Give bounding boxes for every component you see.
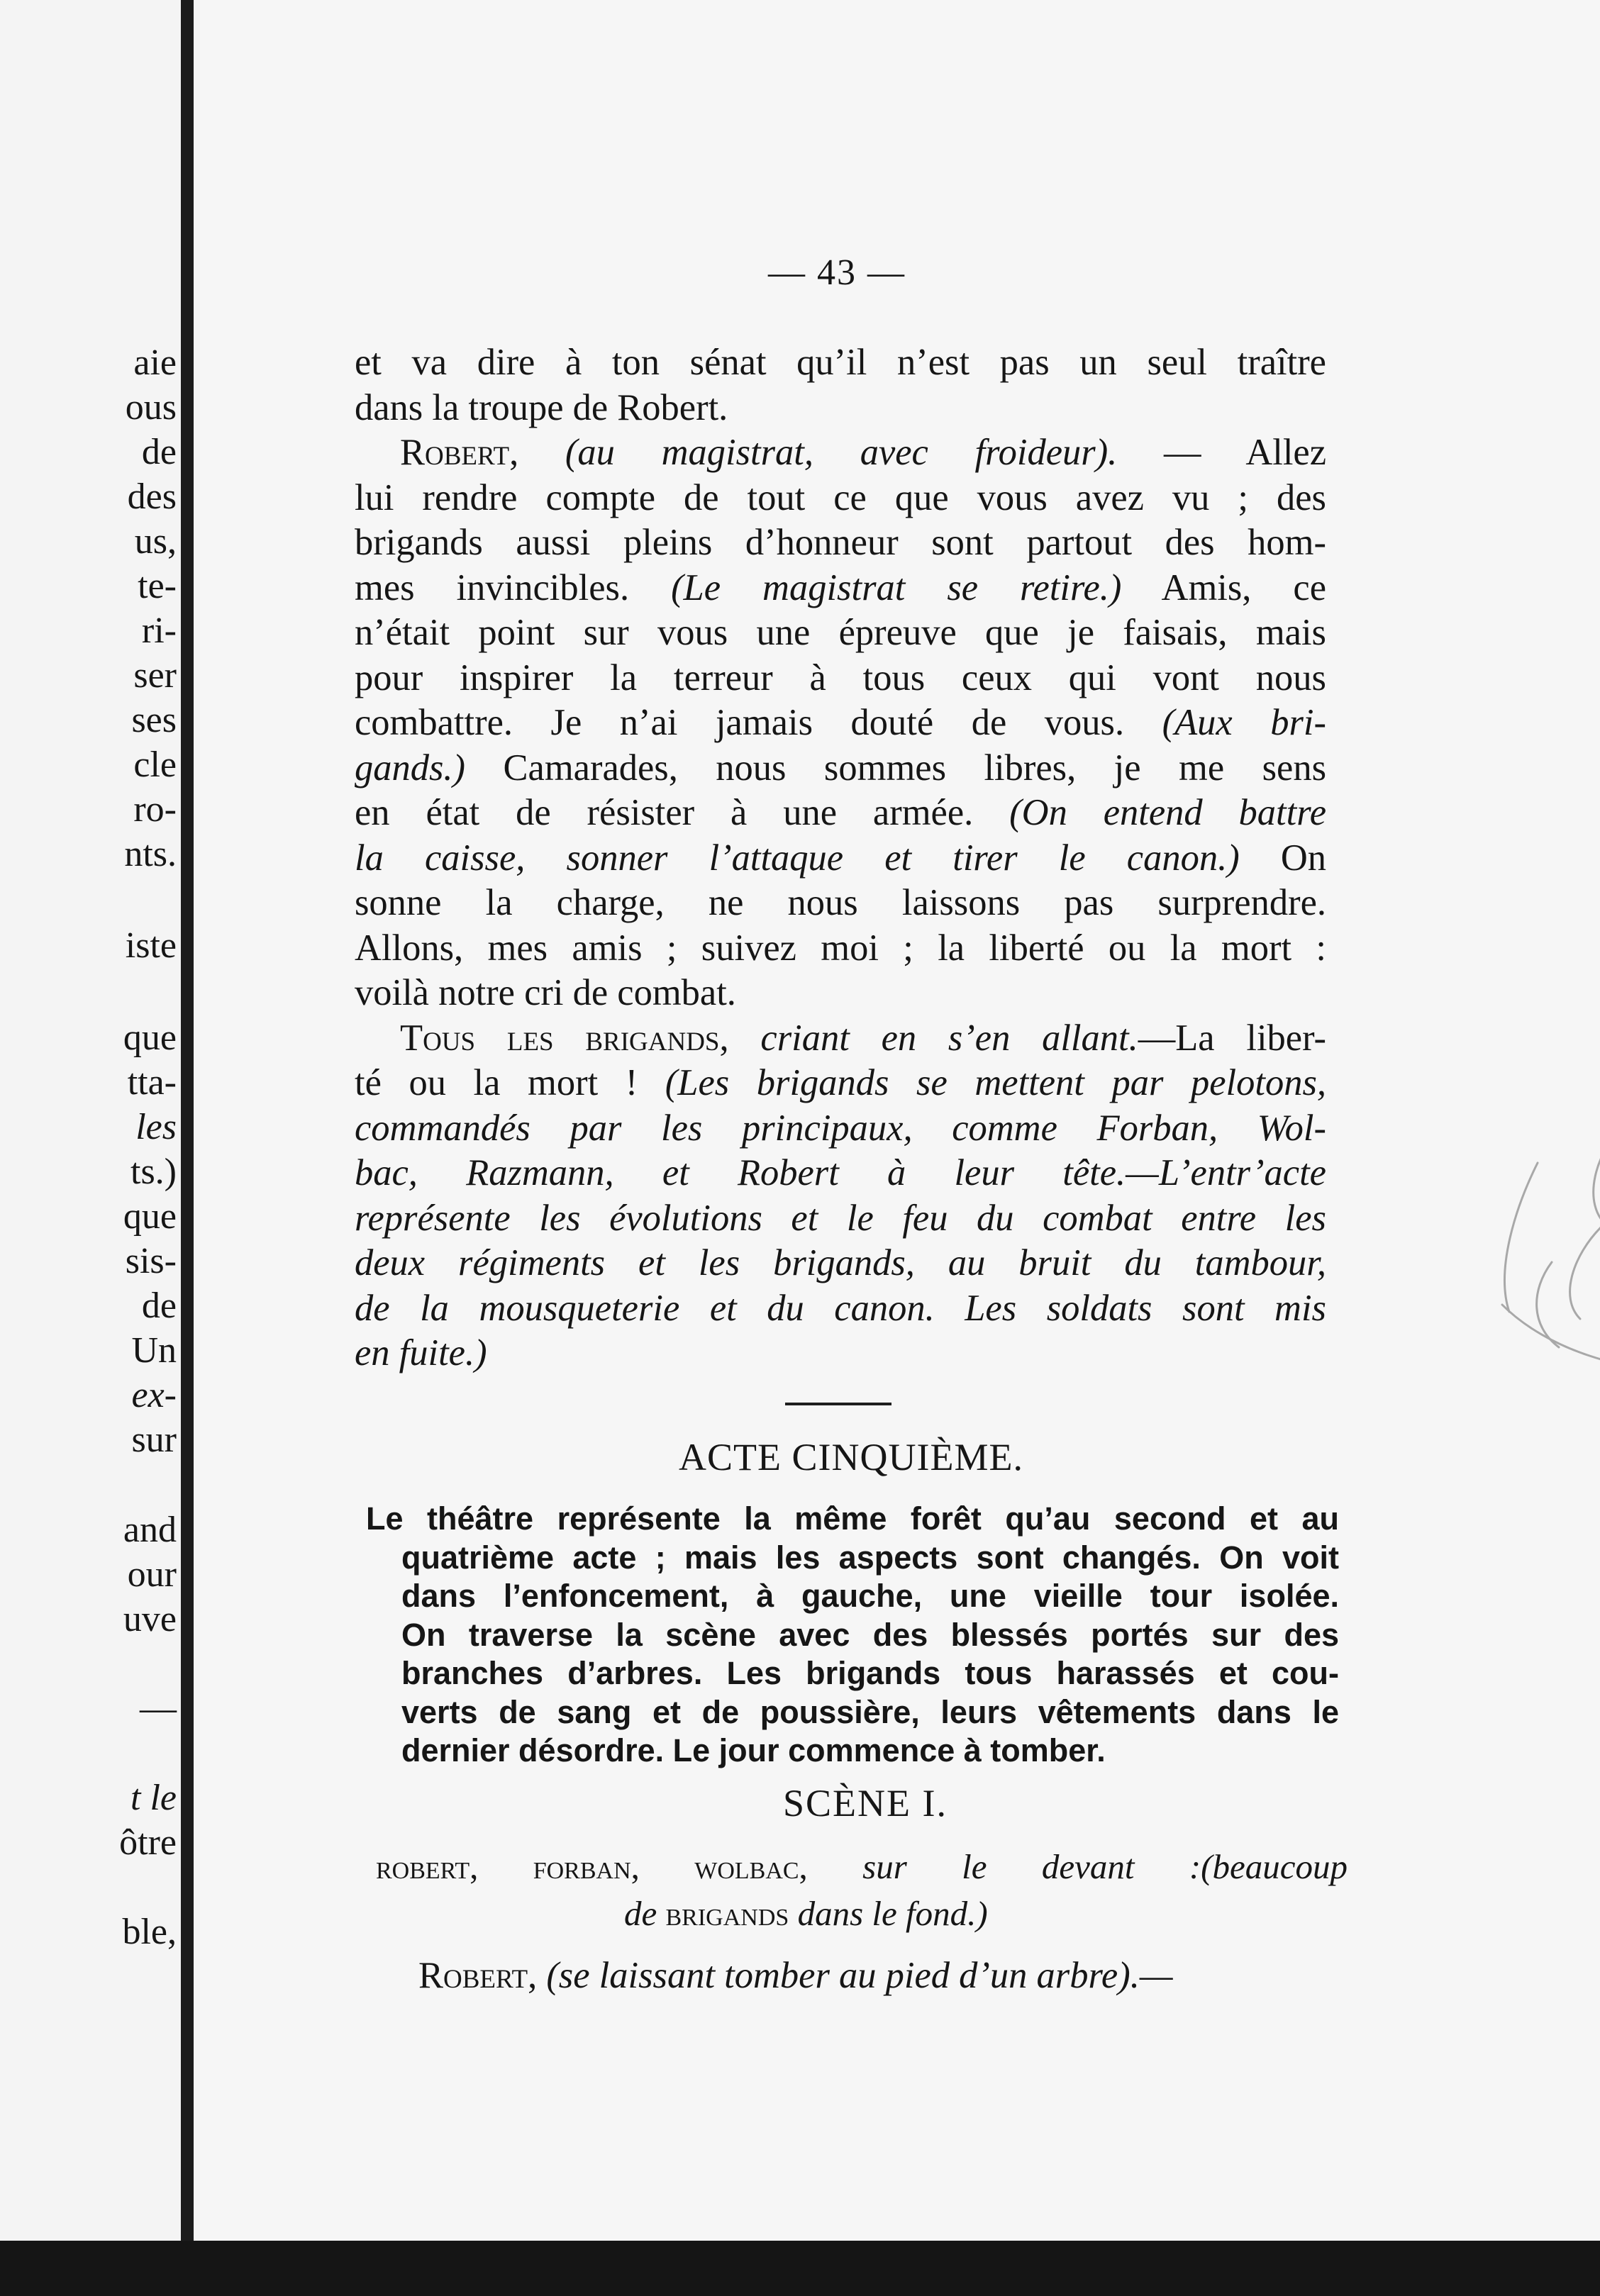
left-page-fragment: ri- xyxy=(141,611,177,651)
text-line: pour inspirer la terreur à tous ceux qui vont nous xyxy=(355,657,1326,698)
text-span: mes invincibles. xyxy=(355,567,630,608)
text-line: représente les évolutions et le feu du combat entre les xyxy=(355,1197,1326,1239)
stage-note: la caisse, sonner l’attaque et tirer le canon.) xyxy=(355,837,1240,879)
left-page-fragment: t le xyxy=(130,1778,177,1818)
left-page-fragment: tta- xyxy=(127,1062,177,1103)
scan-bottom-border xyxy=(0,2241,1600,2296)
text-span: — Allez xyxy=(1164,432,1327,473)
left-page-fragment: sis- xyxy=(125,1241,177,1281)
left-page-fragment: uve xyxy=(123,1599,177,1639)
stage-line: dans l’enfoncement, à gauche, une vieille tour isolée. xyxy=(401,1578,1339,1614)
left-page-fragment: ro- xyxy=(133,789,177,830)
book-gutter xyxy=(181,0,194,2241)
left-page-fragment: les xyxy=(135,1107,177,1147)
stage-line: Le théâtre représente la même forêt qu’au second et au xyxy=(366,1500,1339,1537)
act-heading: ACTE CINQUIÈME. xyxy=(679,1436,1023,1478)
stage-note: (Les brigands se mettent par pelotons, xyxy=(665,1062,1326,1103)
stage-note: (Le magistrat se retire.) xyxy=(671,567,1122,608)
stage-line: quatrième acte ; mais les aspects sont changés. On voit xyxy=(401,1539,1339,1576)
stage-line: branches d’arbres. Les brigands tous harassés et cou- xyxy=(401,1655,1339,1691)
text-line: Allons, mes amis ; suivez moi ; la liberté ou la mort : xyxy=(355,927,1326,969)
text-line: lui rendre compte de tout ce que vous avez vu ; des xyxy=(355,477,1326,518)
text-line: voilà notre cri de combat. xyxy=(355,972,736,1013)
left-page-fragment: — xyxy=(140,1688,177,1729)
left-page-fragment: que xyxy=(123,1018,177,1058)
left-page-fragment: ex- xyxy=(131,1375,177,1415)
left-page-fragment: de xyxy=(141,432,177,472)
left-page-fragment: us, xyxy=(134,521,177,562)
left-page-fragment: te- xyxy=(138,566,177,606)
text-span: combattre. Je n’ai jamais douté de vous. xyxy=(355,702,1125,743)
text-line: bac, Razmann, et Robert à leur tête.—L’entr’acte xyxy=(355,1152,1326,1193)
stage-note: (On entend battre xyxy=(1009,792,1326,833)
stage-note: de xyxy=(624,1894,657,1933)
text-line xyxy=(355,430,1326,476)
scene-cast xyxy=(376,1844,1348,1937)
stage-note: dans le fond.) xyxy=(797,1894,988,1933)
left-page-fragment: que xyxy=(123,1196,177,1237)
left-page-fragment: ous xyxy=(125,387,177,428)
left-page-fragment: nts. xyxy=(124,834,177,874)
text-line xyxy=(355,701,1326,746)
pencil-annotation xyxy=(1488,667,1600,1432)
text-line xyxy=(418,1954,1340,1998)
left-page-fragment: aie xyxy=(133,342,177,383)
stage-line: dernier désordre. Le jour commence à tomber. xyxy=(401,1732,1106,1768)
stage-note: criant en s’en allant. xyxy=(760,1017,1138,1059)
text-span: té ou la mort ! xyxy=(355,1062,638,1103)
stage-line: On traverse la scène avec des blessés portés sur des xyxy=(401,1616,1339,1653)
left-page-fragment: ble, xyxy=(122,1912,177,1952)
stage-line: verts de sang et de poussière, leurs vêtements dans le xyxy=(401,1693,1339,1730)
text-span: en état de résister à une armée. xyxy=(355,792,974,833)
stage-note: (Aux bri- xyxy=(1162,702,1327,743)
cast-names: robert, forban, wolbac, xyxy=(376,1847,808,1886)
page-number: — 43 — xyxy=(768,252,906,293)
text-line xyxy=(355,1016,1326,1061)
scene-heading: SCÈNE I. xyxy=(783,1782,948,1824)
text-line: commandés par les principaux, comme Forban, Wol- xyxy=(355,1107,1326,1149)
left-page-fragment: ôtre xyxy=(119,1822,177,1863)
left-page-fragment: ts.) xyxy=(130,1152,177,1192)
text-line xyxy=(355,836,1326,881)
text-line xyxy=(355,746,1326,791)
text-span: Amis, ce xyxy=(1161,567,1327,608)
left-page-margin xyxy=(0,0,181,2241)
text-span: On xyxy=(1280,837,1327,879)
left-page-fragment: iste xyxy=(125,925,177,966)
left-page-fragment: ses xyxy=(131,700,177,740)
speaker-name: Robert, xyxy=(400,432,519,473)
text-line: sonne la charge, ne nous laissons pas surprendre. xyxy=(355,882,1326,923)
speaker-name: Robert, xyxy=(418,1955,538,1996)
text-span: —La liber- xyxy=(1138,1017,1326,1059)
left-page-fragment: and xyxy=(123,1510,177,1550)
cast-line xyxy=(376,1844,1348,1890)
text-line: et va dire à ton sénat qu’il n’est pas un seul traître xyxy=(355,342,1326,383)
left-page-fragment: de xyxy=(141,1286,177,1326)
text-line xyxy=(355,791,1326,836)
stage-note: (au magistrat, avec froideur). xyxy=(565,432,1118,473)
left-page-fragment: ser xyxy=(133,655,177,696)
stage-note: sur le devant :(beaucoup xyxy=(862,1847,1348,1886)
left-page-fragment: cle xyxy=(133,745,177,785)
speaker-name: Tous les brigands, xyxy=(400,1017,729,1059)
stage-note: gands.) xyxy=(355,747,466,788)
left-page-fragment: Un xyxy=(131,1330,177,1371)
text-line: de la mousqueterie et du canon. Les soldats sont mis xyxy=(355,1287,1326,1329)
stage-note: (se laissant tomber au pied d’un arbre).— xyxy=(546,1955,1173,1996)
left-page-fragment: des xyxy=(127,477,177,517)
section-divider xyxy=(785,1403,891,1405)
left-page-fragment: sur xyxy=(131,1420,177,1460)
text-span: Camarades, nous sommes libres, je me sens xyxy=(503,747,1326,788)
left-page-fragment: our xyxy=(127,1554,177,1595)
text-line: en fuite.) xyxy=(355,1332,487,1373)
stage-direction-block xyxy=(366,1500,1339,1771)
main-text xyxy=(355,340,1326,1376)
text-line: n’était point sur vous une épreuve que je faisais, mais xyxy=(355,612,1326,653)
text-line: brigands aussi pleins d’honneur sont partout des hom- xyxy=(355,522,1326,563)
final-speech xyxy=(418,1954,1340,1998)
text-line xyxy=(355,1061,1326,1106)
cast-line xyxy=(376,1890,1348,1937)
text-line: dans la troupe de Robert. xyxy=(355,386,728,428)
text-line: deux régiments et les brigands, au bruit du tambour, xyxy=(355,1242,1326,1283)
cast-names: brigands xyxy=(665,1894,789,1933)
text-line xyxy=(355,566,1326,611)
